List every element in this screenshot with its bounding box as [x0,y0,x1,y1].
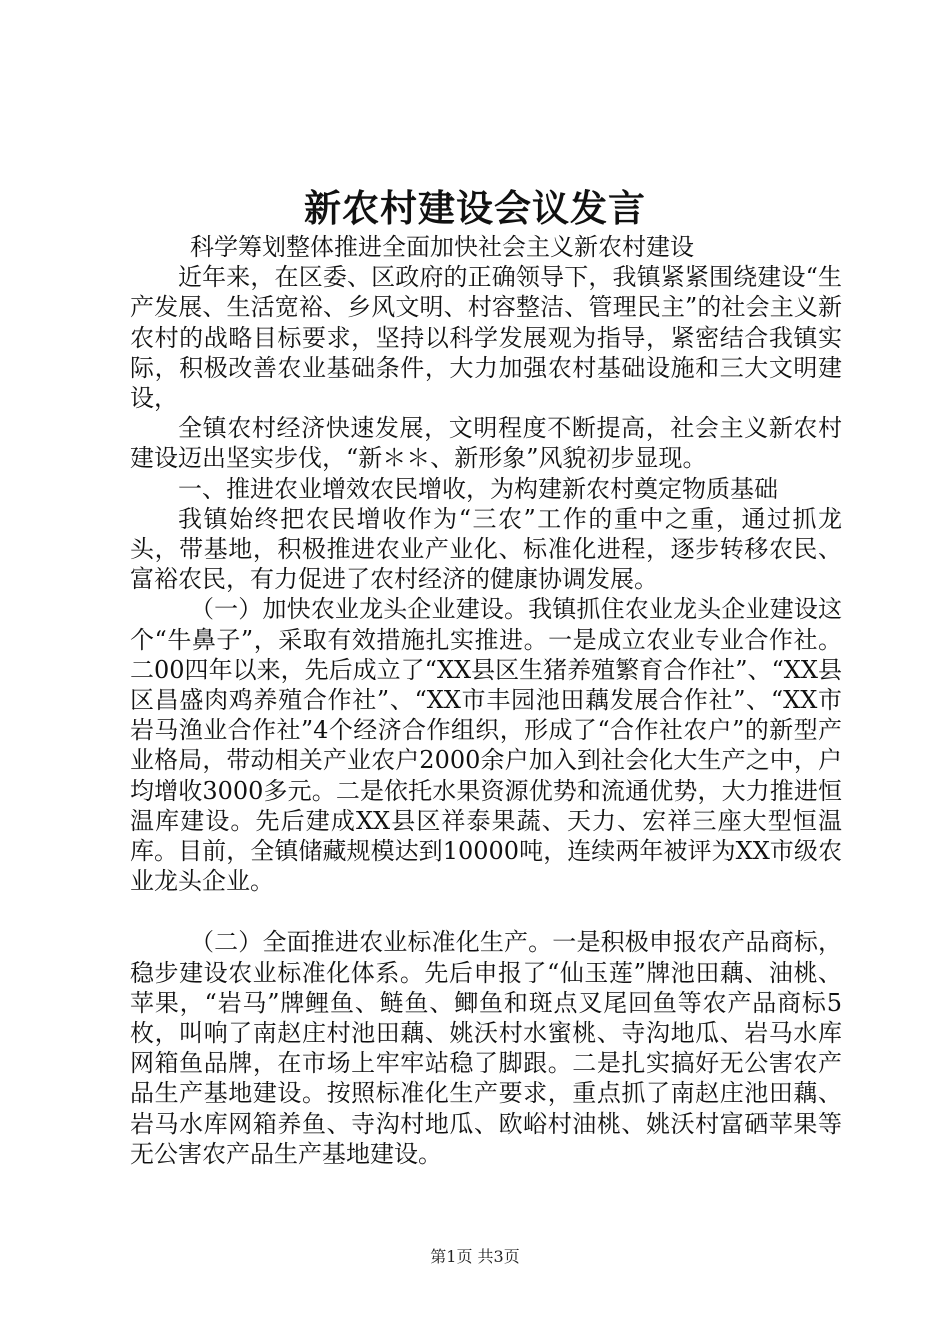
subsection-one-paragraph: （一）加快农业龙头企业建设。我镇抓住农业龙头企业建设这个“牛鼻子”，采取有效措施扎实推进。一是成立农业专业合作社。二00四年以来，先后成立了“XX县区生猪养殖繁育合作社”、“XX县区昌盛肉鸡养殖合作社”、“XX市丰园池田藕发展合作社”、“XX市岩马渔业合作社”4个经济合作组织，形成了“合作社农户”的新型产业格局，带动相关产业农户2000余户加入到社会化大生产之中，户均增收3000多元。二是依托水果资源优势和流通优势，大力推进恒温库建设。先后建成XX县区祥泰果蔬、天力、宏祥三座大型恒温库。目前，全镇储藏规模达到10000吨，连续两年被评为XX市级农业龙头企业。 [130,595,842,896]
subtitle-paragraph: 科学筹划整体推进全面加快社会主义新农村建设 [190,233,694,261]
subsection-two-paragraph: （二）全面推进农业标准化生产。一是积极申报农产品商标，稳步建设农业标准化体系。先后申报了“仙玉莲”牌池田藕、油桃、苹果，“岩马”牌鲤鱼、鲢鱼、鲫鱼和斑点叉尾回鱼等农产品商标5枚，叫响了南赵庄村池田藕、姚沃村水蜜桃、寺沟地瓜、岩马水库网箱鱼品牌，在市场上牢牢站稳了脚跟。二是扎实搞好无公害农产品生产基地建设。按照标准化生产要求，重点抓了南赵庄池田藕、岩马水库网箱养鱼、寺沟村地瓜、欧峪村油桃、姚沃村富硒苹果等无公害农产品生产基地建设。 [130,928,842,1168]
page-number-footer: 第1页 共3页 [430,1247,520,1266]
summary-paragraph: 全镇农村经济快速发展，文明程度不断提高，社会主义新农村建设迈出坚实步伐，“新＊＊、新形象”风貌初步显现。 [130,414,842,473]
paragraph-spacer [130,896,842,927]
section-intro-paragraph: 我镇始终把农民增收作为“三农”工作的重中之重，通过抓龙头，带基地，积极推进农业产业化、标准化进程，逐步转移农民、富裕农民，有力促进了农村经济的健康协调发展。 [130,504,842,594]
document-title: 新农村建设会议发言 [304,186,646,230]
intro-paragraph: 近年来，在区委、区政府的正确领导下，我镇紧紧围绕建设“生产发展、生活宽裕、乡风文明、村容整洁、管理民主”的社会主义新农村的战略目标要求，坚持以科学发展观为指导，紧密结合我镇实际，积极改善农业基础条件，大力加强农村基础设施和三大文明建设， [130,263,842,413]
section-heading: 一、推进农业增效农民增收，为构建新农村奠定物质基础 [178,474,778,503]
document-body [130,232,842,1169]
